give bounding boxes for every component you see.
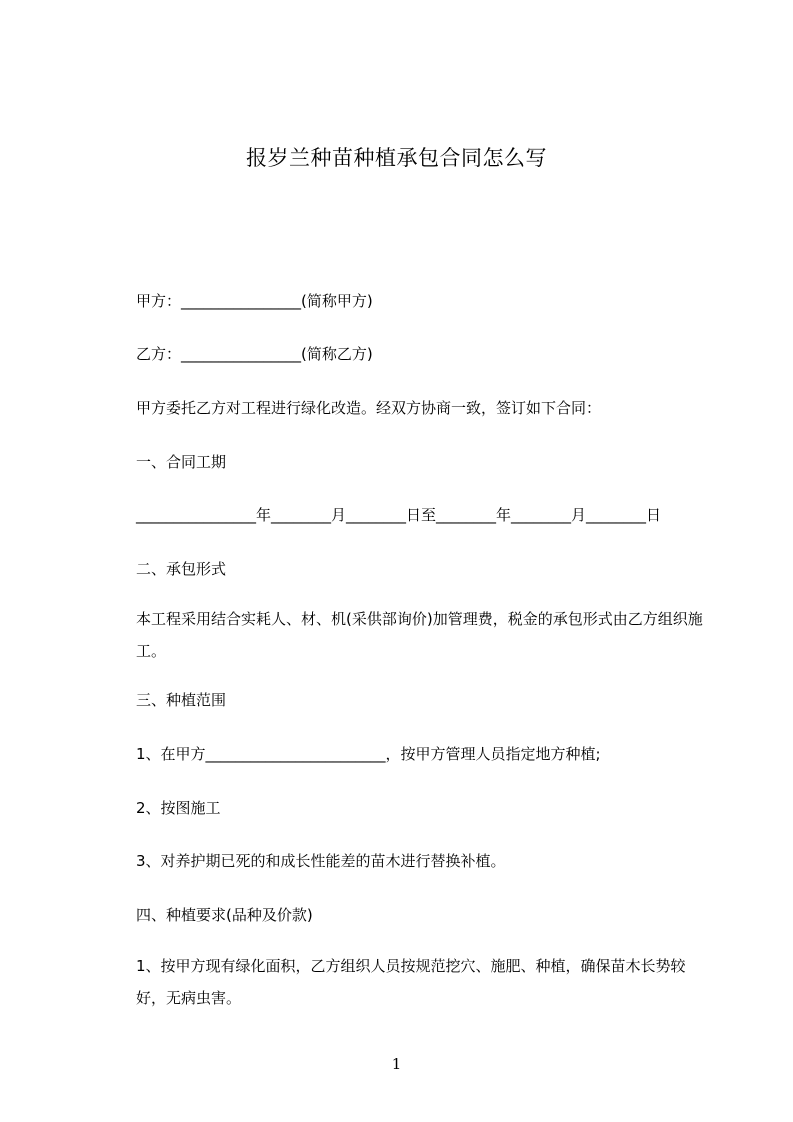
section2-body: 本工程采用结合实耗人、材、机(采供部询价)加管理费，税金的承包形式由乙方组织施工。 [136,610,703,660]
section4-heading: 四、种植要求(品种及价款) [136,906,313,924]
party-b-line: 乙方：________________(简称乙方) [136,345,373,363]
section3-item-2: 2、按图施工 [136,799,221,817]
party-a-line: 甲方：________________(简称甲方) [136,292,373,310]
section3-item-1: 1、在甲方________________________，按甲方管理人员指定地方种植; [136,745,601,763]
document-title: 报岁兰种苗种植承包合同怎么写 [246,146,547,170]
section1-heading: 一、合同工期 [136,453,227,471]
section4-item-1: 1、按甲方现有绿化面积，乙方组织人员按规范挖穴、施肥、种植，确保苗木长势较好，无病虫害。 [136,957,686,1007]
section2-heading: 二、承包形式 [136,560,227,578]
section3-heading: 三、种植范围 [136,691,227,709]
page-number: 1 [391,1055,402,1073]
section3-item-3: 3、对养护期已死的和成长性能差的苗木进行替换补植。 [136,852,506,870]
contract-period-dates: ________________年________月________日至________年________月________日 [136,506,662,524]
intro-paragraph: 甲方委托乙方对工程进行绿化改造。经双方协商一致，签订如下合同： [136,399,602,417]
